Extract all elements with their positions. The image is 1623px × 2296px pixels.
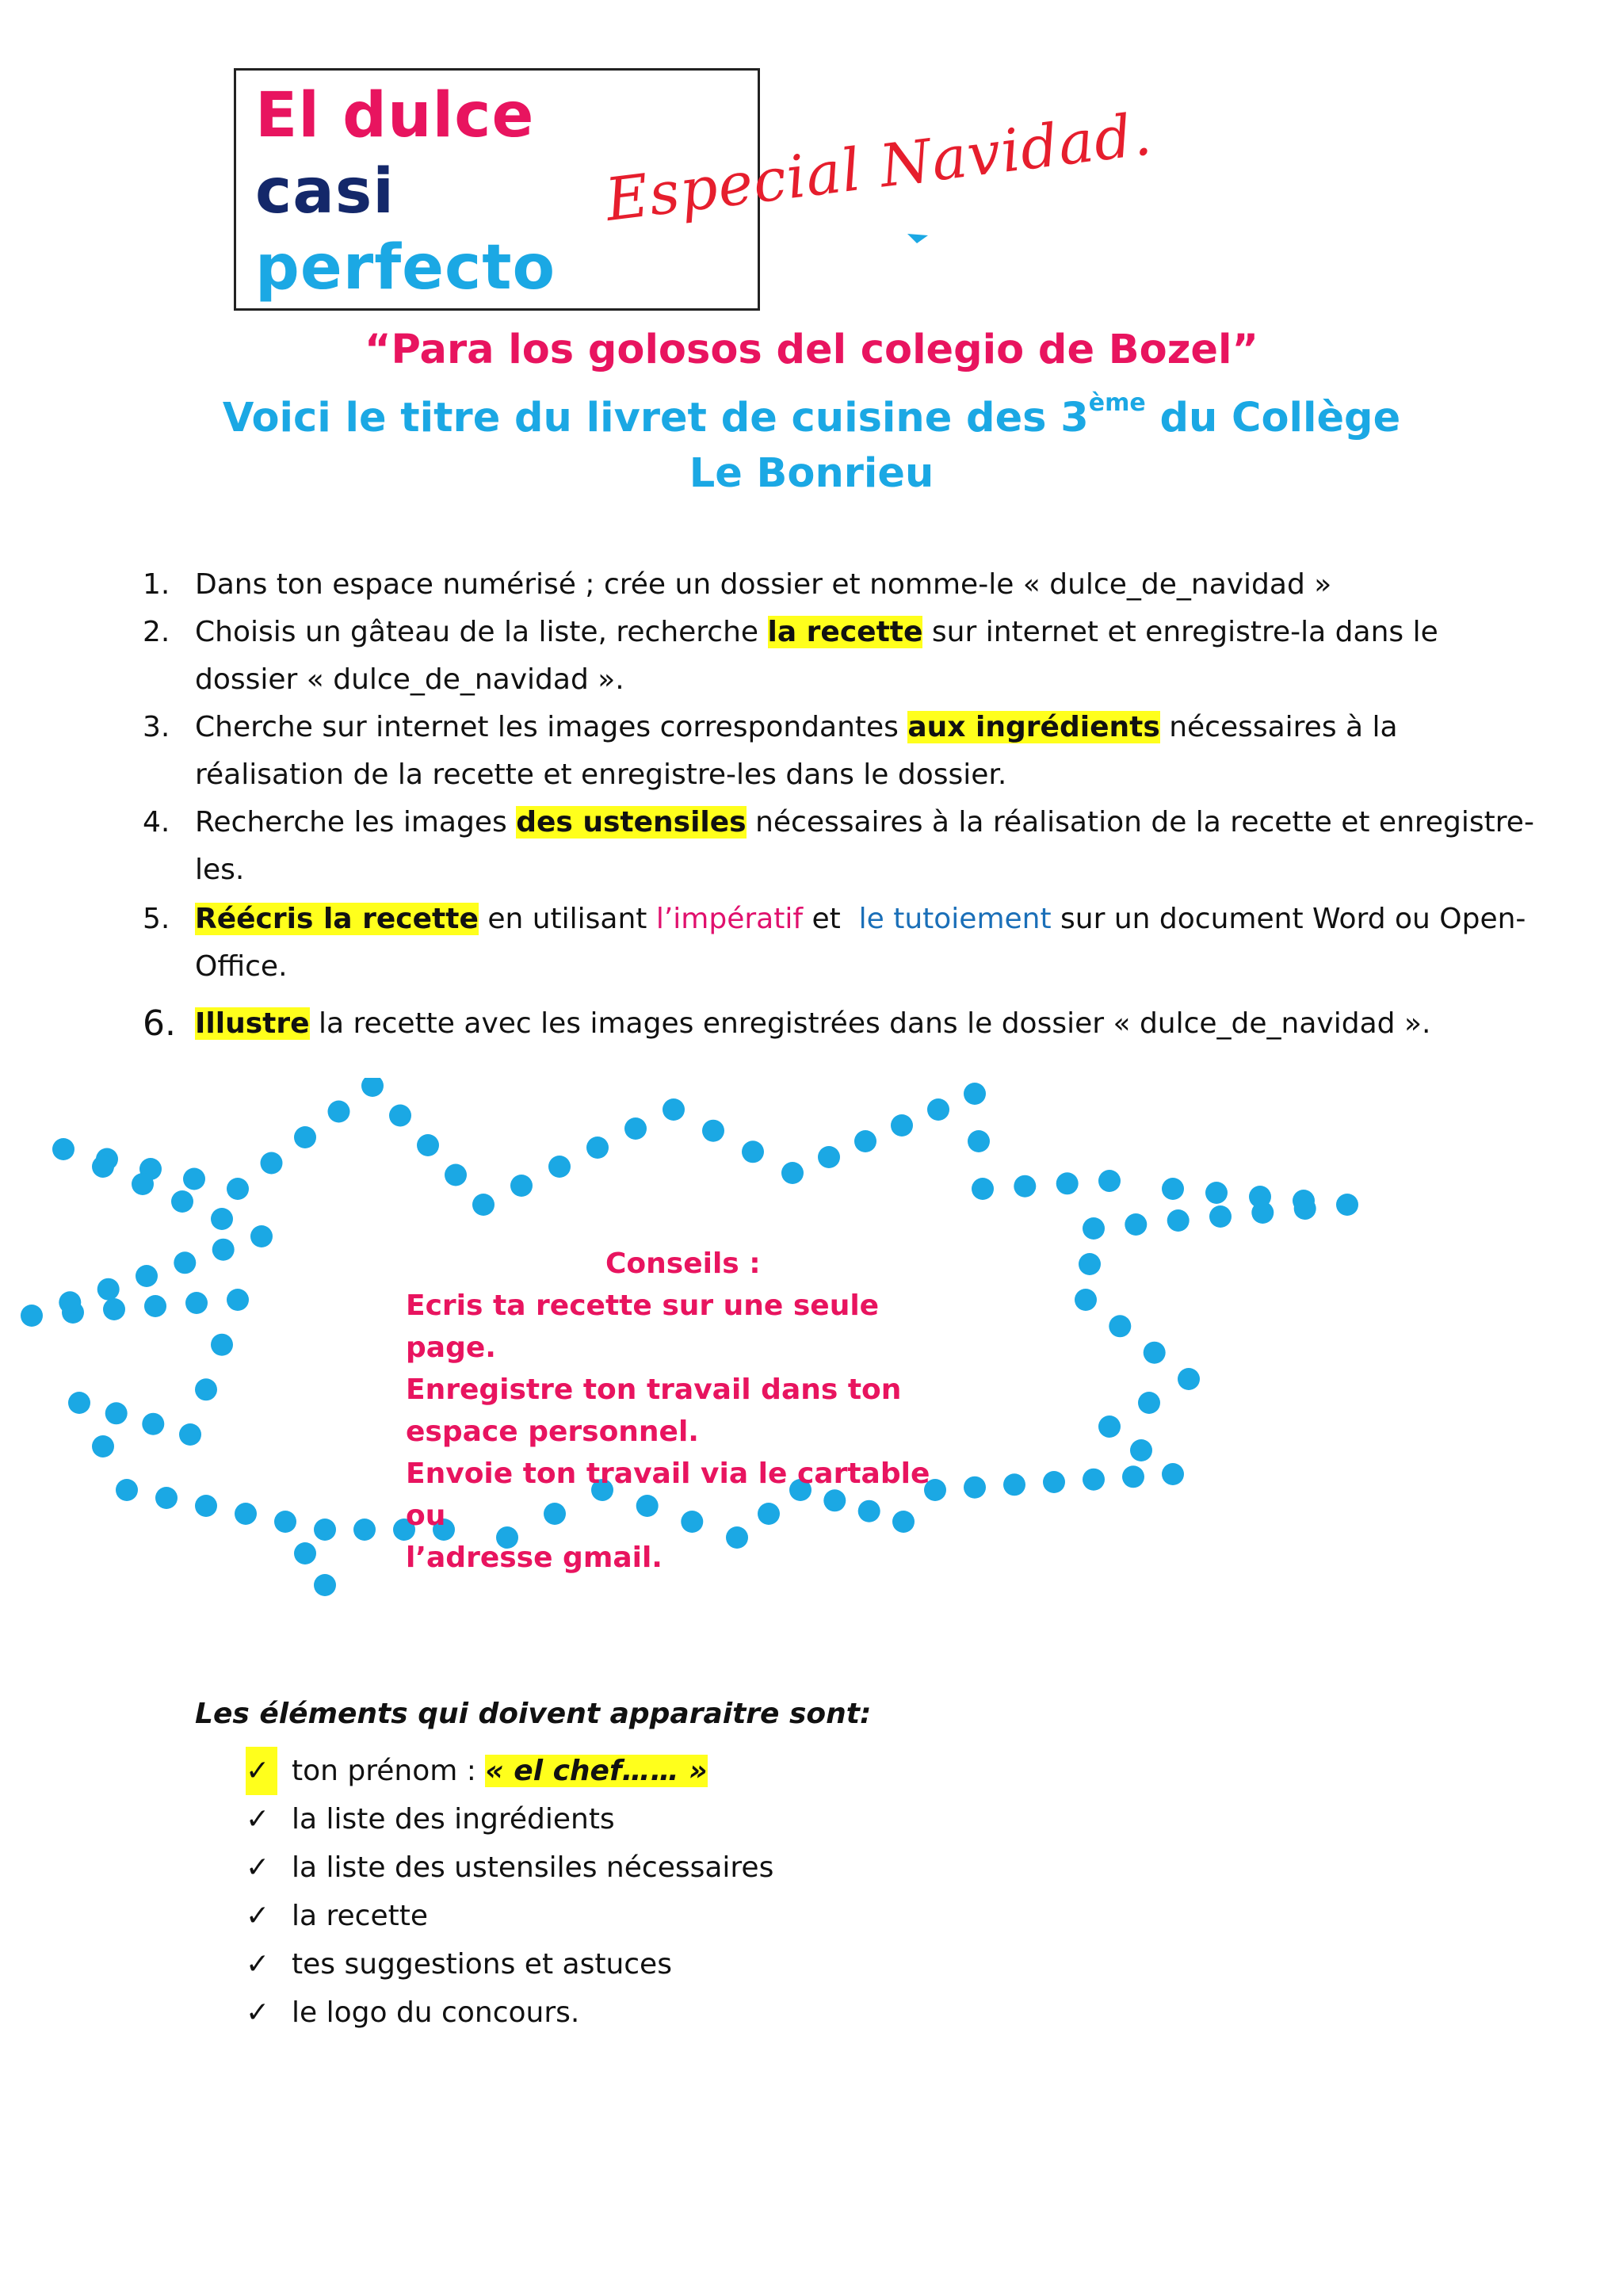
title-livret bbox=[0, 389, 1623, 441]
frame-dot bbox=[116, 1479, 138, 1501]
instruction-text: la recette avec les images enregistrées dans le dossier « dulce_de_navidad ». bbox=[309, 1007, 1431, 1040]
frame-dot bbox=[235, 1503, 257, 1525]
instruction-text: nécessaires à la réalisation de la recette et enregistre-les. bbox=[195, 806, 1534, 886]
special-navidad-label: Especial Navidad. bbox=[601, 100, 1156, 235]
instruction-text: et bbox=[803, 903, 859, 935]
frame-dot bbox=[52, 1138, 74, 1160]
frame-dot bbox=[927, 1098, 949, 1121]
frame-dot bbox=[1162, 1463, 1184, 1485]
frame-dot bbox=[179, 1423, 201, 1446]
frame-dot bbox=[353, 1519, 376, 1541]
checkmark-icon: ✓ bbox=[246, 1900, 270, 1932]
frame-dot bbox=[195, 1495, 217, 1517]
frame-dot bbox=[144, 1295, 166, 1317]
instruction-text: nécessaires à la réalisation de la recette et enregistre-les dans le dossier. bbox=[195, 711, 1398, 791]
advice-line: l’adresse gmail. bbox=[406, 1541, 663, 1574]
frame-dot bbox=[1083, 1217, 1105, 1240]
checklist-item-text: le logo du concours. bbox=[292, 1996, 580, 2029]
frame-dot bbox=[103, 1298, 125, 1320]
checklist-item bbox=[246, 1747, 773, 1795]
title-livret-sup: ème bbox=[1088, 389, 1146, 417]
frame-dot bbox=[171, 1190, 193, 1213]
frame-dot bbox=[702, 1120, 724, 1142]
checklist-item bbox=[246, 1843, 773, 1892]
frame-dot bbox=[586, 1137, 609, 1159]
frame-dot bbox=[1079, 1253, 1101, 1275]
frame-dot bbox=[1003, 1473, 1025, 1496]
frame-dot bbox=[1251, 1201, 1274, 1224]
frame-dot bbox=[1043, 1471, 1065, 1493]
checklist-item-text: ton prénom : bbox=[292, 1755, 486, 1787]
frame-dot bbox=[1167, 1209, 1190, 1232]
frame-dot bbox=[59, 1291, 81, 1313]
instruction-4 bbox=[143, 799, 1537, 894]
frame-dot bbox=[183, 1168, 205, 1190]
frame-dot bbox=[105, 1402, 128, 1424]
frame-dot bbox=[818, 1146, 840, 1168]
checklist-item-text: la liste des ustensiles nécessaires bbox=[292, 1851, 774, 1884]
frame-dot bbox=[174, 1251, 196, 1274]
instruction-text: sur un document Word ou Open-Office. bbox=[195, 903, 1526, 983]
checkmark-icon: ✓ bbox=[246, 1747, 277, 1795]
instruction-5 bbox=[143, 896, 1537, 991]
instruction-number: 6. bbox=[143, 1003, 176, 1044]
frame-dot bbox=[472, 1194, 495, 1216]
frame-dot bbox=[1098, 1170, 1121, 1192]
frame-dot bbox=[624, 1117, 647, 1140]
frame-dot bbox=[445, 1164, 467, 1186]
frame-dot bbox=[1144, 1342, 1166, 1364]
checklist bbox=[246, 1747, 773, 2037]
instruction-number: 3. bbox=[143, 711, 170, 743]
frame-dot bbox=[92, 1156, 114, 1178]
instruction-number: 5. bbox=[143, 903, 170, 935]
checklist-item-text: tes suggestions et astuces bbox=[292, 1948, 672, 1981]
frame-dot bbox=[227, 1178, 249, 1200]
checklist-item-text: la recette bbox=[292, 1900, 428, 1932]
checkmark-icon: ✓ bbox=[246, 1851, 270, 1884]
highlight-aux-ingredients: aux ingrédients bbox=[907, 711, 1160, 743]
advice-line: Ecris ta recette sur une seule page. bbox=[406, 1289, 880, 1364]
checklist-item bbox=[246, 1795, 773, 1843]
frame-dot bbox=[510, 1175, 533, 1197]
title-livret-part1: Voici le titre du livret de cuisine des 3 bbox=[222, 395, 1089, 441]
highlight-illustre: Illustre bbox=[195, 1007, 310, 1040]
frame-dot bbox=[1125, 1213, 1147, 1236]
frame-dot bbox=[227, 1289, 249, 1311]
instruction-text: Recherche les images bbox=[195, 806, 517, 839]
title-livret-part2: du Collège bbox=[1145, 395, 1401, 441]
instruction-number: 2. bbox=[143, 616, 170, 648]
instruction-3 bbox=[143, 704, 1537, 799]
frame-dot bbox=[548, 1156, 571, 1178]
chef-name-placeholder: « el chef…… » bbox=[485, 1755, 708, 1787]
frame-dot bbox=[1075, 1289, 1097, 1311]
frame-dot bbox=[212, 1239, 235, 1261]
logo-line-2: casi bbox=[255, 156, 395, 227]
highlight-des-ustensiles: des ustensiles bbox=[516, 806, 747, 839]
frame-dot bbox=[314, 1519, 336, 1541]
instruction-text: sur internet et enregistre-la dans le dossier « dulce_de_navidad ». bbox=[195, 616, 1438, 696]
frame-dot bbox=[891, 1114, 913, 1137]
frame-dot bbox=[1109, 1315, 1131, 1337]
frame-dot bbox=[185, 1292, 208, 1314]
frame-dot bbox=[972, 1178, 994, 1200]
frame-dot bbox=[195, 1378, 217, 1400]
instruction-number: 4. bbox=[143, 806, 170, 839]
frame-dot bbox=[211, 1334, 233, 1356]
frame-dot bbox=[92, 1435, 114, 1457]
frame-dot bbox=[142, 1413, 164, 1435]
checklist-item-text: la liste des ingrédients bbox=[292, 1803, 615, 1836]
frame-dot bbox=[250, 1225, 273, 1247]
title-college-name: Le Bonrieu bbox=[689, 450, 934, 497]
instruction-number: 1. bbox=[143, 568, 170, 601]
frame-dot bbox=[1162, 1178, 1184, 1200]
frame-dot bbox=[21, 1305, 43, 1327]
checkmark-icon: ✓ bbox=[246, 1948, 270, 1981]
advice-line: Envoie ton travail via le cartable ou bbox=[406, 1457, 930, 1532]
frame-dot bbox=[1209, 1205, 1232, 1228]
frame-dot bbox=[136, 1265, 158, 1287]
frame-dot bbox=[132, 1173, 154, 1195]
checklist-item bbox=[246, 1988, 773, 2037]
advice-title: Conseils : bbox=[605, 1247, 761, 1280]
frame-dot bbox=[328, 1101, 350, 1123]
frame-dot bbox=[294, 1542, 316, 1564]
logo-line-3: perfecto bbox=[255, 232, 556, 304]
frame-dot bbox=[1138, 1392, 1160, 1414]
frame-dot bbox=[361, 1078, 384, 1097]
frame-dot bbox=[964, 1083, 986, 1105]
instruction-text: Dans ton espace numérisé ; crée un dossier et nomme-le « dulce_de_navidad » bbox=[195, 568, 1332, 601]
tutoiement-text: le tutoiement bbox=[858, 903, 1052, 935]
frame-dot bbox=[968, 1130, 990, 1152]
frame-dot bbox=[1083, 1469, 1105, 1491]
checklist-item bbox=[246, 1940, 773, 1988]
highlight-la-recette: la recette bbox=[767, 616, 923, 648]
checklist-item bbox=[246, 1892, 773, 1940]
frame-dot bbox=[68, 1392, 90, 1414]
highlight-reecris-la-recette: Réécris la recette bbox=[195, 903, 479, 935]
subtitle-golosos: “Para los golosos del colegio de Bozel” bbox=[365, 327, 1258, 373]
advice-line: espace personnel. bbox=[406, 1415, 699, 1448]
frame-dot bbox=[211, 1208, 233, 1230]
frame-dot bbox=[781, 1162, 804, 1184]
instruction-1 bbox=[143, 561, 1537, 609]
frame-dot bbox=[742, 1140, 764, 1163]
checkmark-icon: ✓ bbox=[246, 1996, 270, 2029]
frame-dot bbox=[274, 1511, 296, 1533]
instruction-text: Choisis un gâteau de la liste, recherche bbox=[195, 616, 768, 648]
logo-line-1: El dulce bbox=[255, 80, 535, 151]
frame-dot bbox=[854, 1130, 876, 1152]
frame-dot bbox=[294, 1126, 316, 1148]
frame-dot bbox=[261, 1152, 283, 1175]
frame-dot bbox=[417, 1134, 439, 1156]
frame-dot bbox=[389, 1105, 411, 1127]
instruction-6 bbox=[143, 1000, 1537, 1048]
instruction-2 bbox=[143, 609, 1537, 704]
frame-dot bbox=[97, 1278, 120, 1301]
instruction-text: Cherche sur internet les images correspondantes bbox=[195, 711, 908, 743]
frame-dot bbox=[1014, 1175, 1036, 1198]
frame-dot bbox=[1178, 1368, 1200, 1390]
frame-dot bbox=[1294, 1198, 1316, 1220]
imperatif-text: l’impératif bbox=[655, 903, 804, 935]
frame-dot bbox=[155, 1487, 178, 1509]
frame-dot bbox=[1205, 1182, 1228, 1204]
advice-line: Enregistre ton travail dans ton bbox=[406, 1373, 902, 1406]
advice-box bbox=[406, 1243, 976, 1579]
frame-dot bbox=[1130, 1439, 1152, 1461]
checkmark-icon: ✓ bbox=[246, 1803, 270, 1836]
frame-dot bbox=[1122, 1465, 1144, 1488]
instruction-text: en utilisant bbox=[478, 903, 656, 935]
frame-dot bbox=[1336, 1194, 1358, 1216]
decorative-mark-icon bbox=[906, 232, 930, 245]
frame-dot bbox=[1056, 1172, 1079, 1194]
checklist-title: Les éléments qui doivent apparaitre sont: bbox=[195, 1698, 872, 1730]
frame-dot bbox=[663, 1098, 685, 1121]
frame-dot bbox=[314, 1574, 336, 1596]
frame-dot bbox=[1098, 1415, 1121, 1438]
